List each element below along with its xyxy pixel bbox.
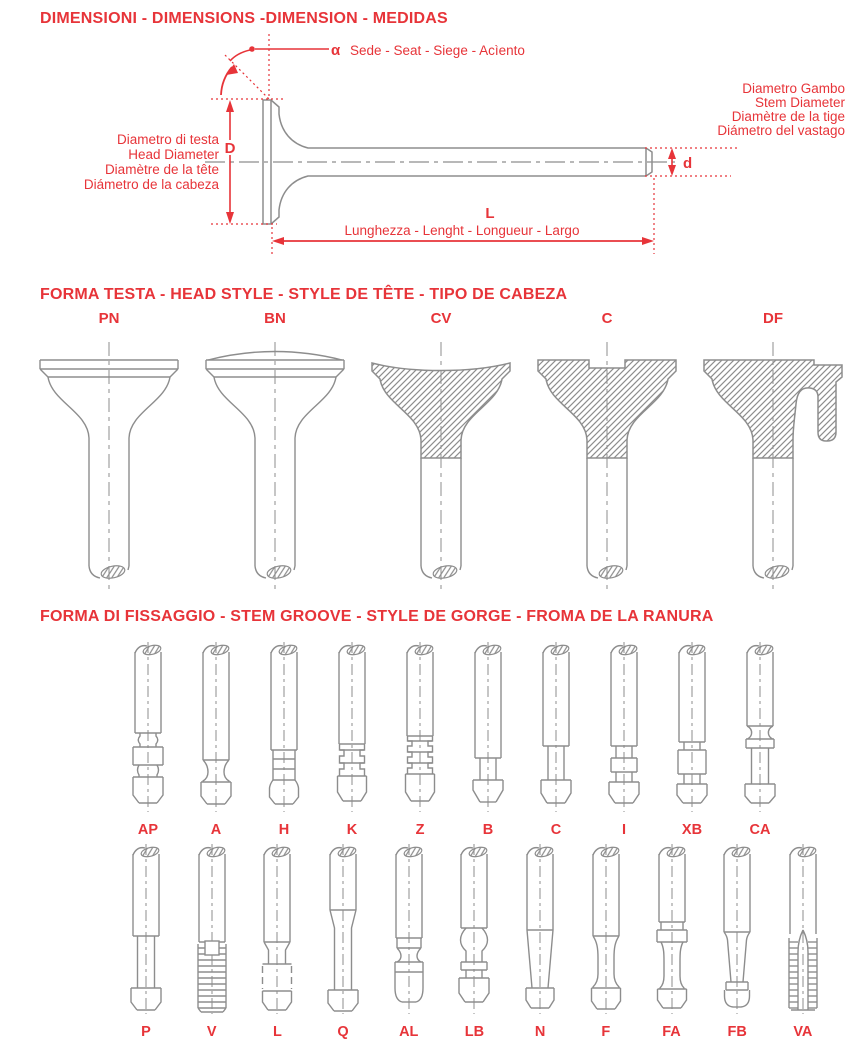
stem-groove-drawing-CA — [736, 642, 784, 819]
stem-groove-item-F — [582, 844, 630, 1040]
stem-diameter-label-1: Diametro Gambo — [742, 81, 845, 96]
stem-groove-item-I — [600, 642, 648, 838]
head-style-label: DF — [763, 310, 783, 327]
dimension-arrowheads — [226, 46, 676, 245]
valve-lower-profile — [271, 176, 646, 224]
stem-groove-label: V — [206, 1024, 217, 1040]
stem-diameter-label-2: Stem Diameter — [754, 95, 845, 110]
head-style-drawing-C — [532, 329, 682, 602]
stem-groove-label: N — [534, 1024, 546, 1040]
stem-groove-drawing-L — [253, 844, 301, 1021]
dim-letter-D: D — [224, 140, 236, 157]
head-style-drawing-DF — [698, 329, 848, 602]
stem-groove-drawing-FB — [713, 844, 761, 1021]
stem-groove-item-K — [328, 642, 376, 838]
stem-groove-drawing-AL — [385, 844, 433, 1021]
stem-groove-item-V — [188, 844, 236, 1040]
stem-groove-label: L — [272, 1024, 282, 1040]
head-style-drawing-PN — [34, 329, 184, 602]
head-style-item-BN — [192, 310, 358, 602]
stem-groove-label: FB — [727, 1024, 747, 1040]
alpha-leader-curve — [230, 50, 250, 61]
stem-groove-item-L — [253, 844, 301, 1040]
stem-groove-drawing-A — [192, 642, 240, 819]
stem-groove-label: Z — [415, 822, 425, 838]
head-style-row — [26, 310, 856, 602]
alpha-symbol: α — [331, 42, 341, 59]
stem-groove-drawing-LB — [450, 844, 498, 1021]
head-diameter-label-1: Diametro di testa — [116, 132, 219, 147]
stem-groove-drawing-F — [582, 844, 630, 1021]
stem-groove-drawing-FA — [648, 844, 696, 1021]
dim-letter-d: d — [683, 155, 693, 172]
dimensions-section-title: DIMENSIONI - DIMENSIONS -DIMENSION - MEDIDAS — [40, 10, 448, 27]
stem-groove-item-XB — [668, 642, 716, 838]
stem-groove-label: AL — [399, 1024, 419, 1040]
stem-groove-item-AP — [124, 642, 172, 838]
stem-groove-drawing-XB — [668, 642, 716, 819]
valve-dimension-diagram — [0, 28, 860, 270]
stem-groove-row-2 — [122, 844, 827, 1040]
stem-groove-drawing-N — [516, 844, 564, 1021]
stem-groove-drawing-H — [260, 642, 308, 819]
stem-diameter-label-3: Diamètre de la tige — [731, 109, 845, 124]
stem-groove-item-N — [516, 844, 564, 1040]
stem-groove-drawing-V — [188, 844, 236, 1021]
stem-groove-label: F — [601, 1024, 611, 1040]
head-style-section-title: FORMA TESTA - HEAD STYLE - STYLE DE TÊTE - TIPO DE CABEZA — [40, 286, 568, 303]
stem-groove-label: Q — [337, 1024, 349, 1040]
stem-groove-drawing-I — [600, 642, 648, 819]
stem-groove-item-H — [260, 642, 308, 838]
construction-line-diagonal — [225, 55, 271, 101]
stem-groove-item-CA — [736, 642, 784, 838]
stem-groove-label: I — [621, 822, 627, 838]
head-diameter-label-2: Head Diameter — [128, 147, 219, 162]
dim-letter-L: L — [485, 205, 495, 222]
head-style-item-CV — [358, 310, 524, 602]
stem-groove-drawing-K — [328, 642, 376, 819]
head-style-label: CV — [430, 310, 452, 327]
head-style-drawing-BN — [200, 329, 350, 602]
stem-groove-drawing-Q — [319, 844, 367, 1021]
stem-groove-label: VA — [793, 1024, 813, 1040]
head-style-label: C — [601, 310, 613, 327]
stem-groove-drawing-VA — [779, 844, 827, 1021]
stem-groove-drawing-C — [532, 642, 580, 819]
stem-groove-label: CA — [749, 822, 771, 838]
stem-groove-item-A — [192, 642, 240, 838]
stem-groove-label: B — [482, 822, 494, 838]
stem-groove-label: FA — [662, 1024, 681, 1040]
head-diameter-label-3: Diamètre de la tête — [104, 162, 219, 177]
head-style-label: PN — [98, 310, 120, 327]
stem-groove-item-VA — [779, 844, 827, 1040]
stem-groove-drawing-P — [122, 844, 170, 1021]
stem-diameter-label-4: Diámetro del vastago — [717, 123, 845, 138]
stem-groove-section-title: FORMA DI FISSAGGIO - STEM GROOVE - STYLE DE GORGE - FROMA DE LA RANURA — [40, 608, 714, 625]
stem-groove-item-LB — [450, 844, 498, 1040]
head-style-item-C — [524, 310, 690, 602]
head-style-item-PN — [26, 310, 192, 602]
stem-groove-label: H — [278, 822, 290, 838]
stem-groove-item-Q — [319, 844, 367, 1040]
stem-groove-item-FA — [648, 844, 696, 1040]
head-style-item-DF — [690, 310, 856, 602]
stem-groove-item-B — [464, 642, 512, 838]
stem-groove-drawing-AP — [124, 642, 172, 819]
length-label: Lunghezza - Lenght - Longueur - Largo — [344, 223, 580, 238]
stem-groove-label: LB — [464, 1024, 485, 1040]
stem-groove-drawing-Z — [396, 642, 444, 819]
stem-groove-item-C — [532, 642, 580, 838]
stem-groove-item-FB — [713, 844, 761, 1040]
stem-groove-label: XB — [681, 822, 703, 838]
stem-groove-label: A — [210, 822, 222, 838]
stem-groove-drawing-B — [464, 642, 512, 819]
stem-groove-item-Z — [396, 642, 444, 838]
stem-groove-item-AL — [385, 844, 433, 1040]
head-style-drawing-CV — [366, 329, 516, 602]
seat-label: Sede - Seat - Siege - Acìento — [350, 43, 525, 58]
valve-upper-profile — [271, 100, 646, 148]
stem-groove-label: K — [346, 822, 358, 838]
stem-groove-label: C — [550, 822, 562, 838]
stem-groove-label: AP — [137, 822, 159, 838]
head-style-label: BN — [264, 310, 286, 327]
stem-groove-item-P — [122, 844, 170, 1040]
head-diameter-label-4: Diámetro de la cabeza — [83, 177, 219, 192]
stem-groove-row-1 — [124, 642, 784, 838]
stem-groove-label: P — [141, 1024, 151, 1040]
